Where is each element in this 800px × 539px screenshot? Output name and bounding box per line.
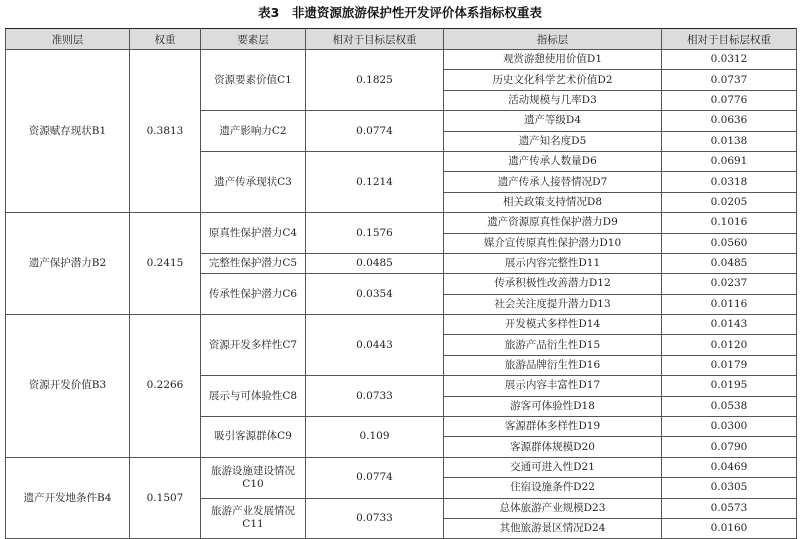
indicator-weight-cell: 0.0560	[662, 233, 797, 253]
element-weight-cell: 0.0485	[306, 253, 444, 273]
indicator-name-cell: 历史文化科学艺术价值D2	[444, 70, 662, 90]
element-name-cell: 旅游设施建设情况C10	[201, 457, 306, 498]
indicator-name-cell: 其他旅游景区情况D24	[444, 518, 662, 538]
indicator-name-cell: 旅游产品衍生性D15	[444, 335, 662, 355]
header-row	[6, 29, 797, 50]
element-weight-cell: 0.1825	[306, 50, 444, 111]
criteria-name-cell: 遗产保护潜力B2	[6, 213, 130, 315]
header-element-weight: 相对于目标层权重	[306, 29, 444, 50]
indicator-weight-cell: 0.0138	[662, 131, 797, 151]
criteria-weight-cell: 0.2266	[130, 315, 201, 458]
indicator-weight-cell: 0.0237	[662, 274, 797, 294]
element-weight-cell: 0.109	[306, 417, 444, 458]
indicator-weight-cell: 0.0636	[662, 111, 797, 131]
indicator-weight-cell: 0.0305	[662, 478, 797, 498]
criteria-weight-cell: 0.2415	[130, 213, 201, 315]
indicator-name-cell: 交通可进入性D21	[444, 457, 662, 477]
table-caption: 表3 非遗资源旅游保护性开发评价体系指标权重表	[258, 5, 542, 20]
indicator-name-cell: 遗产等级D4	[444, 111, 662, 131]
indicator-weight-cell: 0.0205	[662, 192, 797, 212]
table-row	[6, 213, 797, 233]
indicator-weight-cell: 0.0195	[662, 376, 797, 396]
indicator-name-cell: 遗产知名度D5	[444, 131, 662, 151]
element-weight-cell: 0.1214	[306, 151, 444, 212]
indicator-weight-cell: 0.0790	[662, 437, 797, 457]
element-name-cell: 遗产影响力C2	[201, 111, 306, 152]
indicator-name-cell: 社会关注度提升潜力D13	[444, 294, 662, 314]
element-weight-cell: 0.0733	[306, 376, 444, 417]
indicator-name-cell: 遗产资源原真性保护潜力D9	[444, 213, 662, 233]
criteria-weight-cell: 0.1507	[130, 457, 201, 539]
criteria-weight-cell: 0.3813	[130, 50, 201, 213]
indicator-name-cell: 遗产传承人接替情况D7	[444, 172, 662, 192]
indicator-name-cell: 展示内容完整性D11	[444, 253, 662, 273]
indicator-weight-cell: 0.0573	[662, 498, 797, 518]
element-name-cell: 资源要素价值C1	[201, 50, 306, 111]
element-name-cell: 完整性保护潜力C5	[201, 253, 306, 273]
indicator-weight-cell: 0.0469	[662, 457, 797, 477]
indicator-name-cell: 活动规模与几率D3	[444, 90, 662, 110]
element-name-cell: 遗产传承现状C3	[201, 151, 306, 212]
table-row	[6, 315, 797, 335]
indicator-weight-cell: 0.0312	[662, 50, 797, 70]
element-weight-cell: 0.0354	[306, 274, 444, 315]
element-weight-cell: 0.1576	[306, 213, 444, 254]
table-row	[6, 457, 797, 477]
element-weight-cell: 0.0774	[306, 111, 444, 152]
indicator-name-cell: 媒介宣传原真性保护潜力D10	[444, 233, 662, 253]
indicator-weight-cell: 0.0160	[662, 518, 797, 538]
indicator-name-cell: 开发模式多样性D14	[444, 315, 662, 335]
indicator-name-cell: 展示内容丰富性D17	[444, 376, 662, 396]
indicator-weight-cell: 0.0691	[662, 151, 797, 171]
indicator-weight-cell: 0.0737	[662, 70, 797, 90]
indicator-name-cell: 客源群体规模D20	[444, 437, 662, 457]
indicator-weight-cell: 0.0485	[662, 253, 797, 273]
element-name-cell: 原真性保护潜力C4	[201, 213, 306, 254]
indicator-weight-cell: 0.0776	[662, 90, 797, 110]
indicator-weight-cell: 0.0143	[662, 315, 797, 335]
header-indicator-weight: 相对于目标层权重	[662, 29, 797, 50]
indicator-name-cell: 遗产传承人数量D6	[444, 151, 662, 171]
indicator-name-cell: 相关政策支持情况D8	[444, 192, 662, 212]
indicator-weight-cell: 0.1016	[662, 213, 797, 233]
element-name-cell: 资源开发多样性C7	[201, 315, 306, 376]
element-name-cell: 旅游产业发展情况C11	[201, 498, 306, 539]
criteria-name-cell: 资源赋存现状B1	[6, 50, 130, 213]
table-body	[6, 50, 797, 539]
indicator-name-cell: 客源群体多样性D19	[444, 417, 662, 437]
element-name-cell: 展示与可体验性C8	[201, 376, 306, 417]
criteria-name-cell: 遗产开发地条件B4	[6, 457, 130, 539]
table-row	[6, 50, 797, 70]
header-criteria: 准则层	[6, 29, 130, 50]
indicator-weight-cell: 0.0538	[662, 396, 797, 416]
indicator-weight-cell: 0.0318	[662, 172, 797, 192]
indicator-weight-cell: 0.0300	[662, 417, 797, 437]
element-weight-cell: 0.0774	[306, 457, 444, 498]
indicator-name-cell: 游客可体验性D18	[444, 396, 662, 416]
header-indicator: 指标层	[444, 29, 662, 50]
indicator-weight-cell: 0.0120	[662, 335, 797, 355]
indicator-name-cell: 住宿设施条件D22	[444, 478, 662, 498]
indicator-weight-cell: 0.0179	[662, 355, 797, 375]
indicator-name-cell: 总体旅游产业规模D23	[444, 498, 662, 518]
indicator-name-cell: 传承积极性改善潜力D12	[444, 274, 662, 294]
indicator-name-cell: 观赏游憩使用价值D1	[444, 50, 662, 70]
indicator-name-cell: 旅游品牌衍生性D16	[444, 355, 662, 375]
header-element: 要素层	[201, 29, 306, 50]
criteria-name-cell: 资源开发价值B3	[6, 315, 130, 458]
element-name-cell: 传承性保护潜力C6	[201, 274, 306, 315]
header-criteria-weight: 权重	[130, 29, 201, 50]
element-weight-cell: 0.0733	[306, 498, 444, 539]
element-weight-cell: 0.0443	[306, 315, 444, 376]
weight-table	[5, 28, 797, 539]
element-name-cell: 吸引客源群体C9	[201, 417, 306, 458]
indicator-weight-cell: 0.0116	[662, 294, 797, 314]
